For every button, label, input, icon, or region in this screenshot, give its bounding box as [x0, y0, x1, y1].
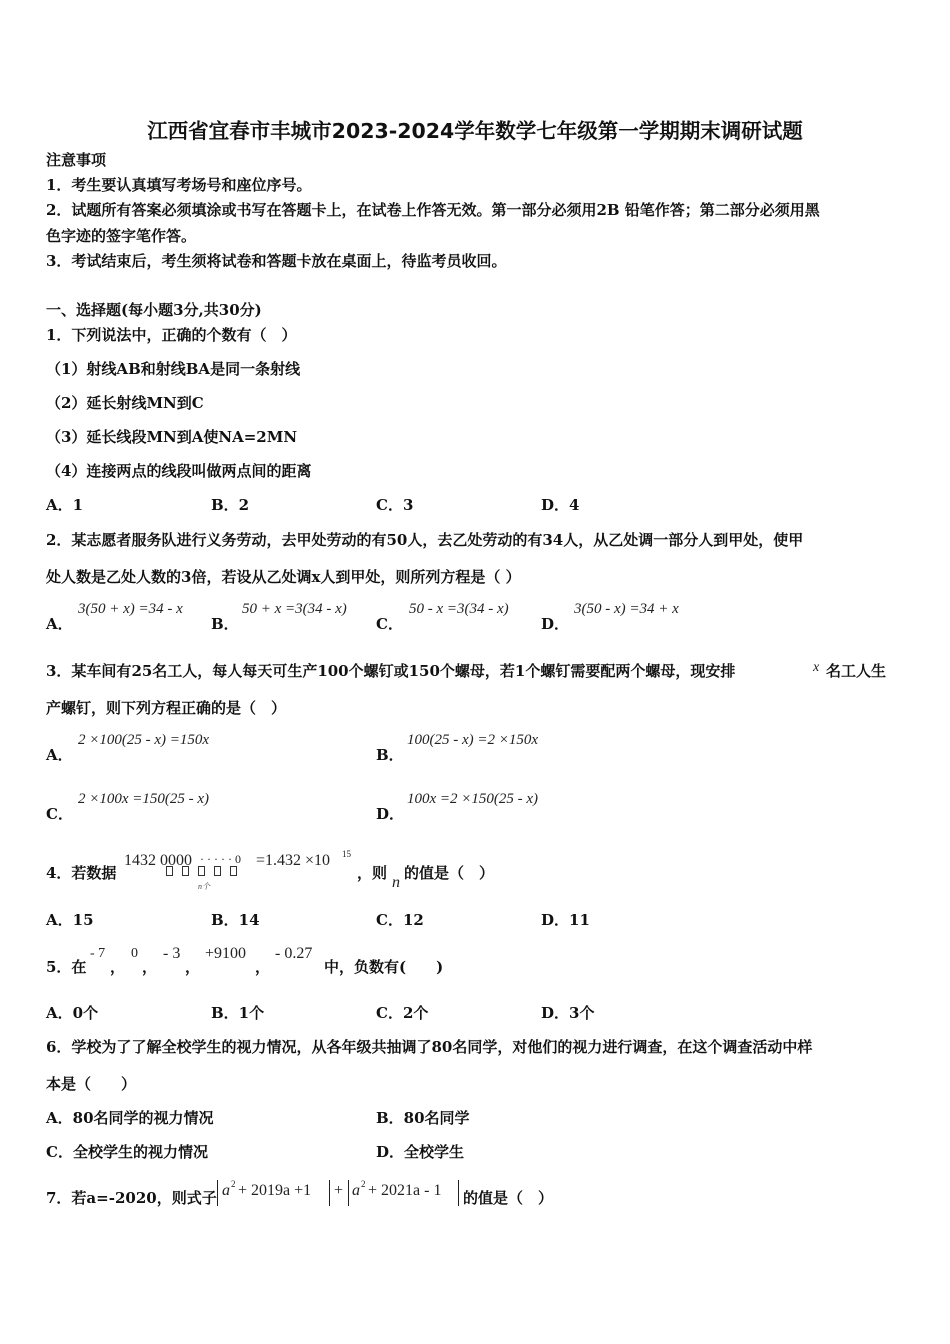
q2-option-d-formula: 3(50 - x) =34 + x — [574, 601, 679, 617]
q6-option-a: A．80名同学的视力情况 — [46, 1109, 214, 1127]
notice-heading: 注意事项 — [46, 151, 107, 169]
notice-item: 2．试题所有答案必须填涂或书写在答题卡上，在试卷上作答无效。第一部分必须用2B 铅笔作答；第二部分必须用黑 — [46, 201, 820, 219]
q5-suffix: 中，负数有( ) — [324, 958, 444, 976]
q7-expr1-rest: + 2019a +1 — [238, 1182, 312, 1199]
q4-option-c: C．12 — [376, 911, 424, 929]
q4-suffix: 的值是（ ） — [404, 864, 495, 882]
q6-stem-line2: 本是（ ） — [46, 1075, 137, 1093]
q5-sep: ， — [255, 958, 271, 976]
q5-value: 0 — [131, 946, 138, 961]
q4-brace-glyph — [214, 866, 221, 876]
q4-brace-glyph — [230, 866, 237, 876]
q4-brace-glyph — [182, 866, 189, 876]
q4-option-b: B．14 — [211, 911, 260, 929]
q4-formula-left: 1432 0000 — [124, 852, 192, 869]
page-title: 江西省宜春市丰城市2023-2024学年数学七年级第一学期期末调研试题 — [147, 119, 803, 143]
q7-suffix: 的值是（ ） — [463, 1189, 554, 1207]
q3-option-a-label: A． — [46, 746, 73, 764]
q4-option-a: A．15 — [46, 911, 94, 929]
q6-stem-line1: 6．学校为了了解全校学生的视力情况，从各年级共抽调了80名同学，对他们的视力进行调查，在这个调查活动中样 — [46, 1038, 813, 1056]
q1-statement: （4）连接两点的线段叫做两点间的距离 — [46, 462, 312, 480]
q6-option-b: B．80名同学 — [376, 1109, 470, 1127]
q2-option-c-formula: 50 - x =3(34 - x) — [409, 601, 509, 617]
q6-option-d: D．全校学生 — [376, 1143, 465, 1161]
q3-option-a-formula: 2 ×100(25 - x) =150x — [78, 732, 210, 748]
q1-option-d: D．4 — [541, 496, 580, 514]
q4-var-n: n — [392, 874, 400, 891]
q4-brace-label: n个 — [198, 882, 210, 891]
q4-brace-glyph — [166, 866, 173, 876]
q1-option-c: C．3 — [376, 496, 414, 514]
q1-statement: （2）延长射线MN到C — [46, 394, 204, 412]
q2-stem-line1: 2．某志愿者服务队进行义务劳动，去甲处劳动的有50人，去乙处劳动的有34人，从乙处调一部分人到甲处，使甲 — [46, 531, 804, 549]
notice-item: 1．考生要认真填写考场号和座位序号。 — [46, 176, 312, 194]
q3-option-b-formula: 100(25 - x) =2 ×150x — [407, 732, 539, 748]
q7-expr1-sup: 2 — [231, 1179, 236, 1189]
q5-prefix: 5．在 — [46, 958, 87, 976]
section-heading: 一、选择题(每小题3分,共30分) — [46, 301, 262, 319]
q3-option-b-label: B． — [376, 746, 404, 764]
q7-expr2-rest: + 2021a - 1 — [368, 1182, 442, 1199]
q7-expr1-base: a — [222, 1182, 230, 1199]
q1-option-a: A．1 — [46, 496, 84, 514]
q4-brace-glyph — [198, 866, 205, 876]
notice-item: 色字迹的签字笔作答。 — [46, 227, 197, 245]
q7-prefix: 7．若a=-2020，则式子 — [46, 1189, 217, 1207]
q5-value: +9100 — [205, 945, 247, 962]
q5-sep: ， — [185, 958, 201, 976]
q3-var-x: x — [813, 660, 820, 675]
q4-option-d: D．11 — [541, 911, 590, 929]
q2-option-c-label: C． — [376, 615, 403, 633]
q1-option-b: B．2 — [211, 496, 250, 514]
q2-stem-line2: 处人数是乙处人数的3倍，若设从乙处调x人到甲处，则所列方程是（ ） — [46, 568, 521, 586]
notice-item: 3．考试结束后，考生须将试卷和答题卡放在桌面上，待监考员收回。 — [46, 252, 507, 270]
abs-bar — [329, 1180, 330, 1206]
abs-bar — [458, 1180, 459, 1206]
q5-option-b: B．1个 — [211, 1004, 265, 1022]
q3-option-d-label: D． — [376, 805, 405, 823]
q4-prefix: 4．若数据 — [46, 864, 117, 882]
q3-option-d-formula: 100x =2 ×150(25 - x) — [407, 791, 539, 807]
q3-option-c-label: C． — [46, 805, 73, 823]
q5-value: - 7 — [90, 946, 106, 961]
q1-statement: （1）射线AB和射线BA是同一条射线 — [46, 360, 301, 378]
q3-option-c-formula: 2 ×100x =150(25 - x) — [78, 791, 210, 807]
q1-statement: （3）延长线段MN到A使NA=2MN — [46, 428, 298, 446]
q2-option-b-label: B． — [211, 615, 239, 633]
q5-sep: ， — [110, 958, 126, 976]
q5-sep: ， — [142, 958, 158, 976]
q5-option-c: C．2个 — [376, 1004, 429, 1022]
q4-formula-right: =1.432 ×10 — [256, 852, 331, 869]
q4-formula-dots: · · · · · 0 — [200, 852, 241, 866]
q5-value: - 3 — [163, 945, 181, 962]
q7-expr2-base: a — [352, 1182, 360, 1199]
q2-option-a-formula: 3(50 + x) =34 - x — [78, 601, 183, 617]
q3-stem-line1-tail: 名工人生 — [826, 662, 887, 680]
q2-option-a-label: A． — [46, 615, 73, 633]
q2-option-b-formula: 50 + x =3(34 - x) — [242, 601, 347, 617]
q7-expr2-sup: 2 — [361, 1179, 366, 1189]
q5-option-d: D．3个 — [541, 1004, 595, 1022]
q2-option-d-label: D． — [541, 615, 570, 633]
q6-option-c: C．全校学生的视力情况 — [46, 1143, 208, 1161]
abs-bar — [348, 1180, 349, 1206]
q3-stem-line1: 3．某车间有25名工人，每人每天可生产100个螺钉或150个螺母，若1个螺钉需要配两个螺母，现安排 — [46, 662, 736, 680]
abs-bar — [217, 1180, 218, 1206]
q3-stem-line2: 产螺钉，则下列方程正确的是（ ） — [46, 699, 287, 717]
q1-stem: 1．下列说法中，正确的个数有（ ） — [46, 326, 297, 344]
q5-option-a: A．0个 — [46, 1004, 99, 1022]
q4-exponent: 15 — [342, 849, 351, 859]
q4-middle: ，则 — [357, 864, 388, 882]
q7-plus: + — [334, 1182, 344, 1199]
q5-value: - 0.27 — [275, 945, 313, 962]
